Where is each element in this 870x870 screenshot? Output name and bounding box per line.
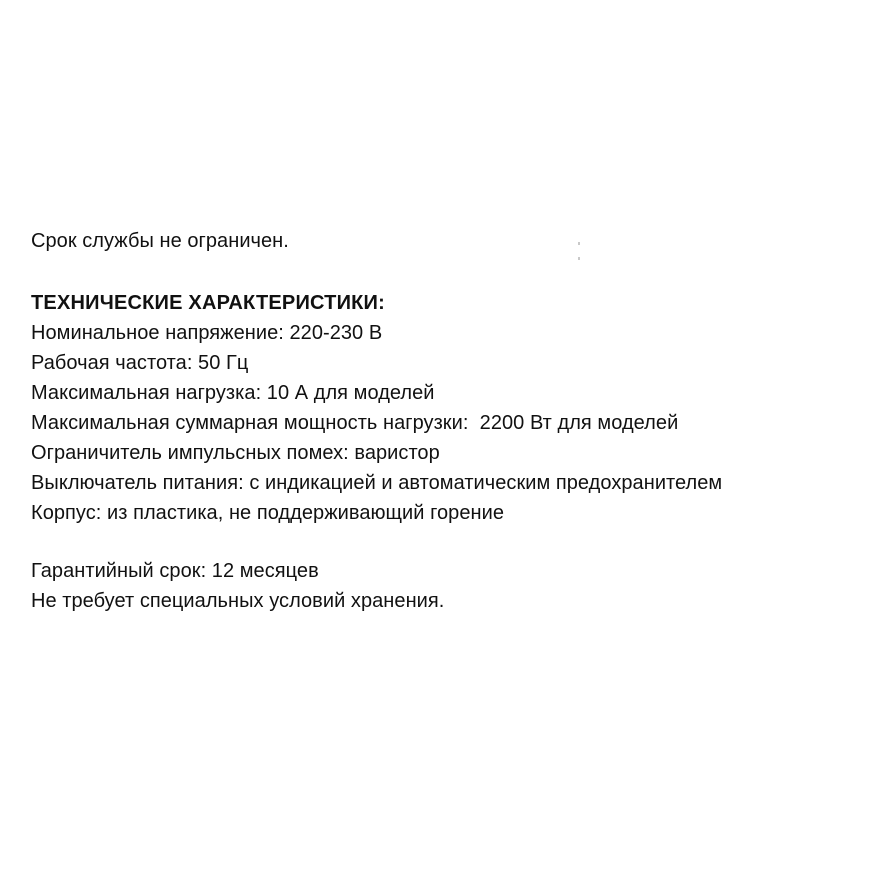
warranty-text: Гарантийный срок: 12 месяцев: [31, 560, 319, 582]
spec-item-max-load: Максимальная нагрузка: 10 А для моделей: [31, 382, 435, 404]
spec-item-frequency: Рабочая частота: 50 Гц: [31, 352, 249, 374]
spec-item-voltage: Номинальное напряжение: 220-230 В: [31, 322, 383, 344]
spec-item-housing: Корпус: из пластика, не поддерживающий горение: [31, 502, 505, 524]
storage-text: Не требует специальных условий хранения.: [31, 590, 445, 612]
service-life-text: Срок службы не ограничен.: [31, 230, 289, 252]
spec-item-surge-limiter: Ограничитель импульсных помех: варистор: [31, 442, 440, 464]
specs-list: [31, 318, 851, 528]
specs-heading: ТЕХНИЧЕСКИЕ ХАРАКТЕРИСТИКИ:: [31, 292, 385, 314]
spec-item-max-power: Максимальная суммарная мощность нагрузки: 2200 Вт для моделей: [31, 412, 679, 434]
spec-item-power-switch: Выключатель питания: с индикацией и автоматическим предохранителем: [31, 472, 723, 494]
document-text: [31, 226, 851, 616]
